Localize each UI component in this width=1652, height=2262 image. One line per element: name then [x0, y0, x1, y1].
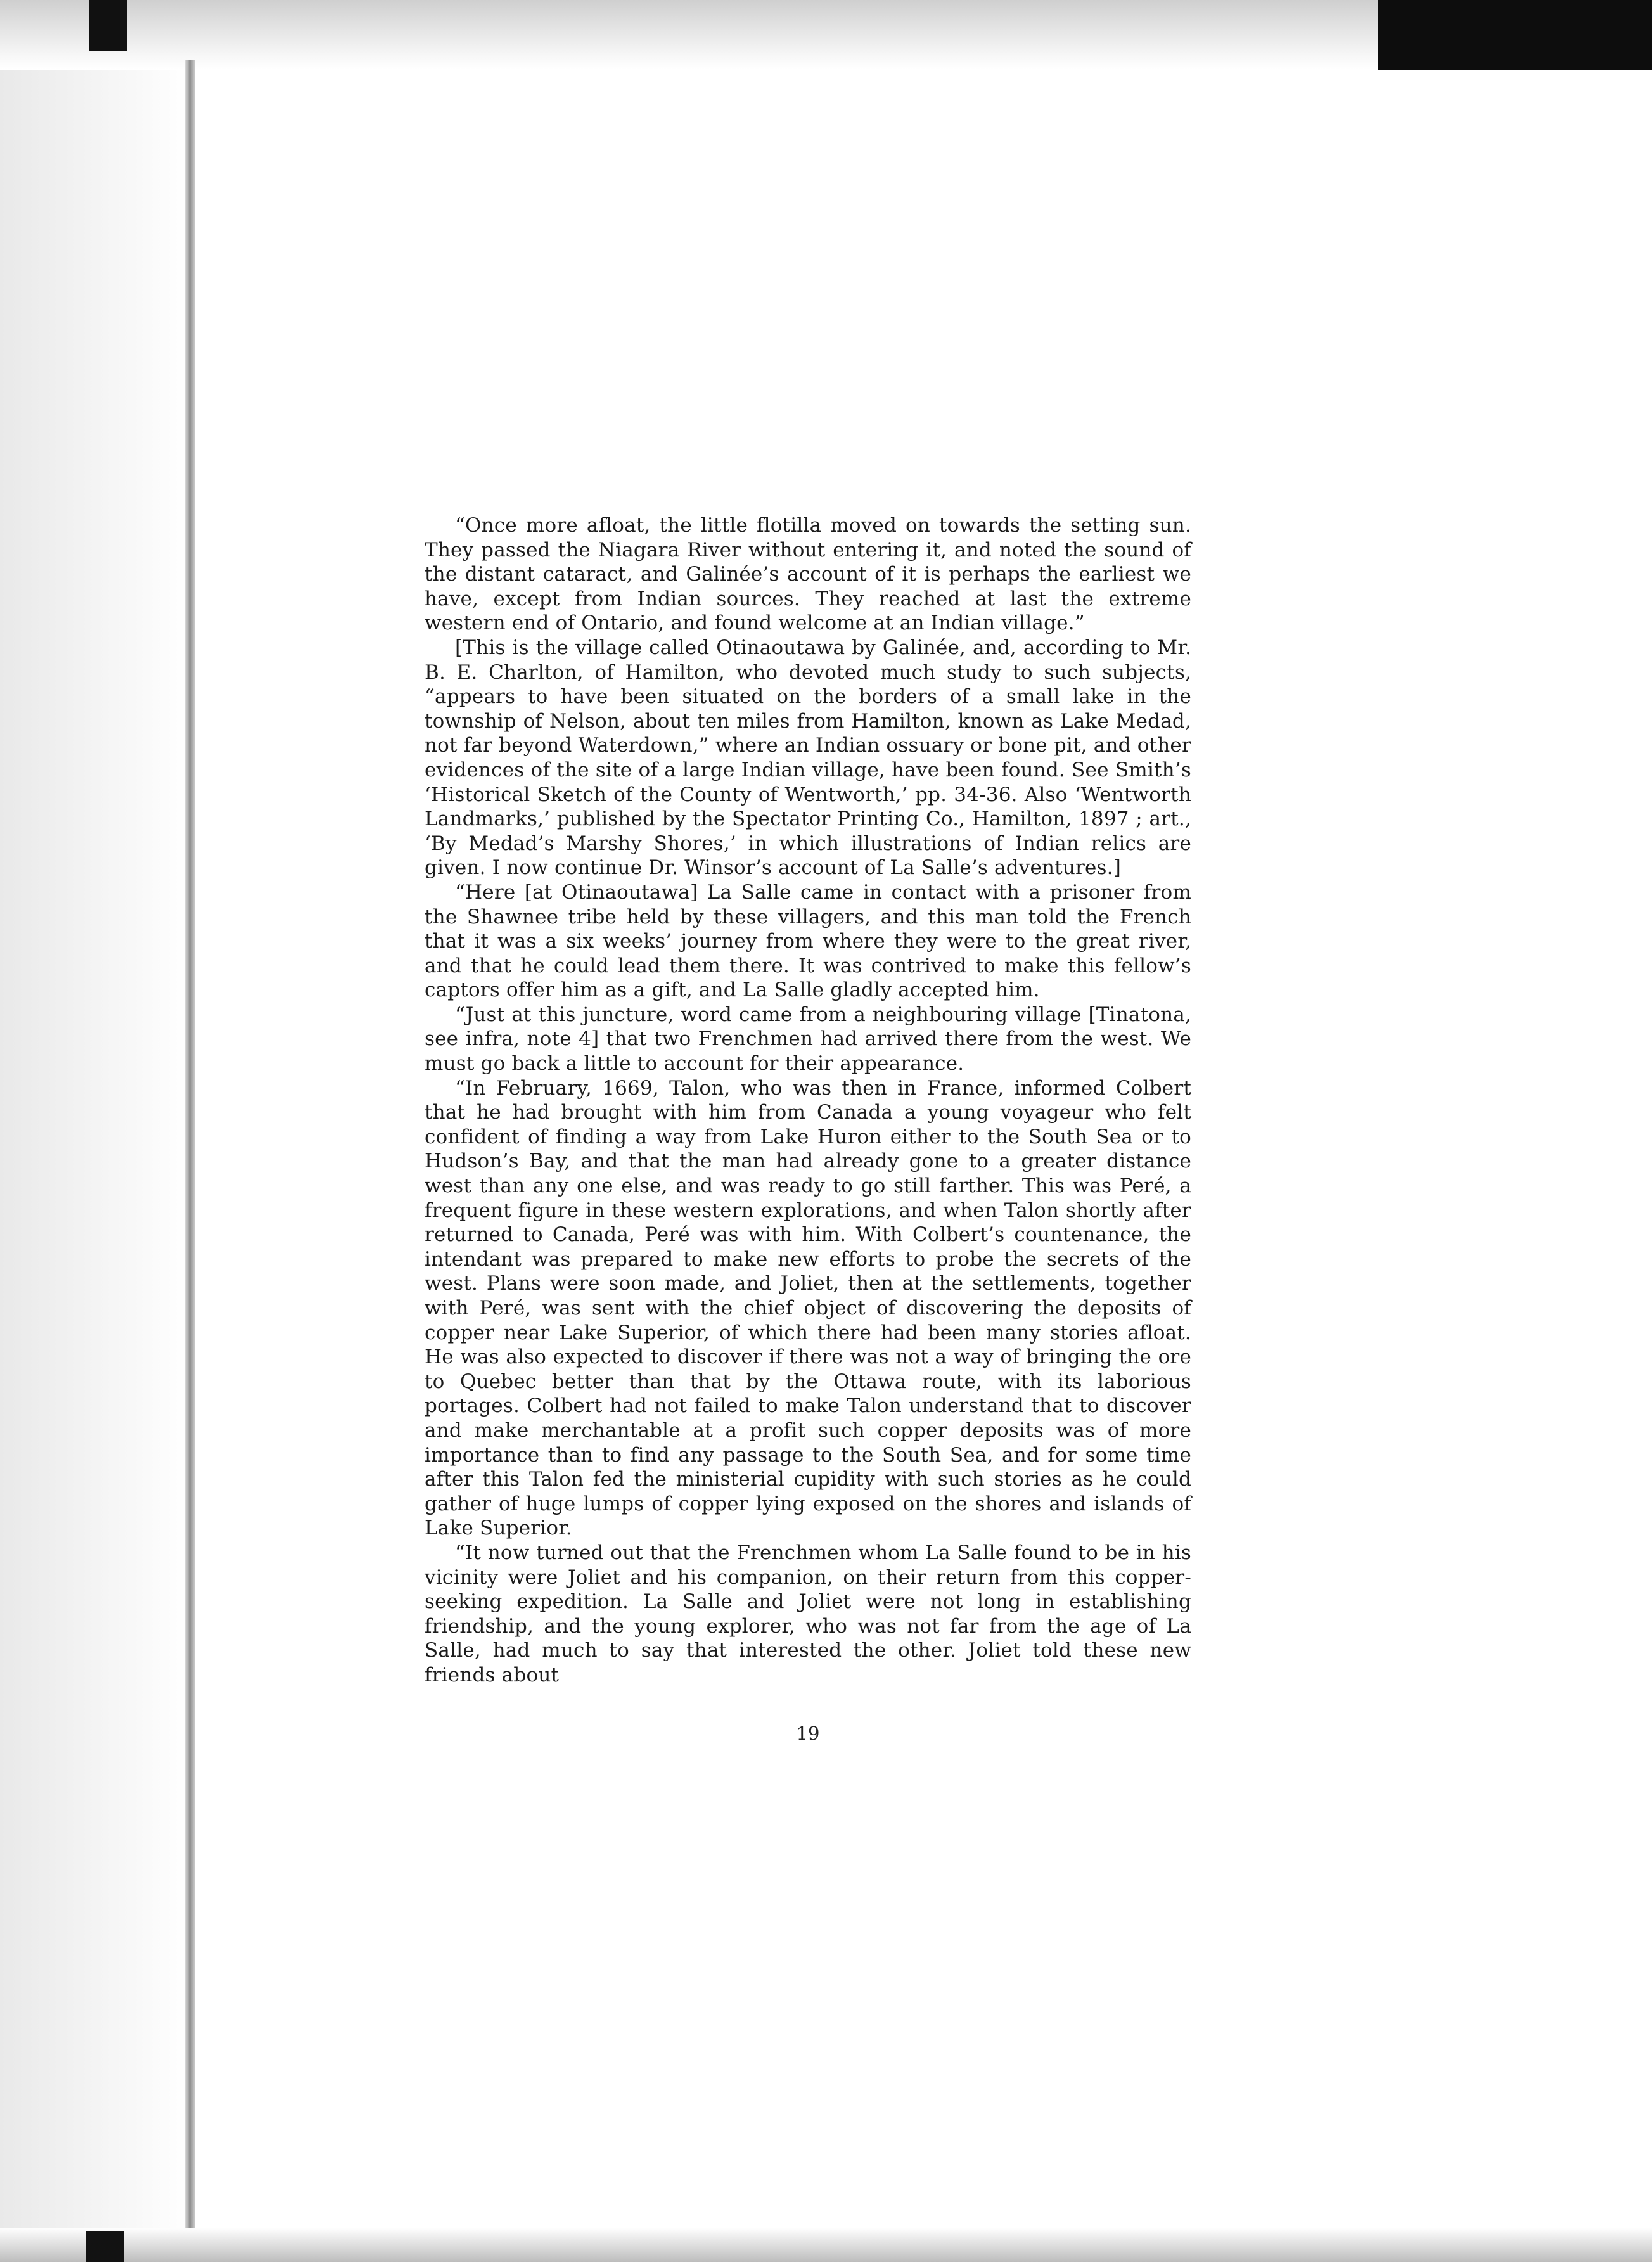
page-binding-edge — [185, 60, 195, 2240]
paragraph: “In February, 1669, Talon, who was then in France, informed Colbert that he had brought with him from Canada a young voyageur who felt confident of finding a way from Lake Huron either to the South Sea or to Hudson’s Bay, and that the man had already gone to a greater distance west than any one else, and was ready to go still farther. This was Peré, a frequent figure in these western explorations, and when Talon shortly after returned to Canada, Peré was with him. With Colbert’s countenance, the intendant was prepared to make new efforts to probe the secrets of the west. Plans were soon made, and Joliet, then at the settlements, together with Peré, was sent with the chief object of discovering the deposits of copper near Lake Superior, of which there had been many stories afloat. He was also expected to discover if there was not a way of bringing the ore to Quebec better than that by the Ottawa route, with its laborious portages. Colbert had not failed to make Talon understand that to discover and make merchantable at a profit such copper deposits was of more importance than to find any passage to the South Sea, and for some time after this Talon fed the ministerial cupidity with such stories as he could gather of huge lumps of copper lying exposed on the shores and islands of Lake Superior. — [425, 1076, 1191, 1540]
body-text — [425, 513, 1191, 1688]
page-number: 19 — [796, 1723, 820, 1744]
scan-corner-mark-top-right — [1378, 0, 1652, 70]
paragraph: “It now turned out that the Frenchmen whom La Salle found to be in his vicinity were Joliet and his companion, on their return from this copper-seeking expedition. La Salle and Joliet were not long in establishing friendship, and the young explorer, who was not far from the age of La Salle, had much to say that interested the other. Joliet told these new friends about — [425, 1541, 1191, 1687]
scan-corner-mark-bottom-left — [86, 2231, 124, 2262]
scan-left-shade — [0, 0, 190, 2262]
scan-corner-mark-top-left — [89, 0, 127, 51]
paragraph: “Once more afloat, the little flotilla moved on towards the setting sun. They passed the Niagara River without entering it, and noted the sound of the distant cataract, and Galinée’s account of it is perhaps the earliest we have, except from Indian sources. They reached at last the extreme western end of Ontario, and found welcome at an Indian village.” — [425, 514, 1191, 635]
scan-bottom-border — [0, 2228, 1652, 2262]
paragraph: “Just at this juncture, word came from a neighbouring village [Tinatona, see infra, note 4] that two Frenchmen had arrived there from the west. We must go back a little to account for their appearance. — [425, 1003, 1191, 1076]
paragraph: “Here [at Otinaoutawa] La Salle came in contact with a prisoner from the Shawnee tribe held by these villagers, and this man told the French that it was a six weeks’ journey from where they were to the great river, and that he could lead them there. It was contrived to make this fellow’s captors offer him as a gift, and La Salle gladly accepted him. — [425, 880, 1191, 1002]
paragraph: [This is the village called Otinaoutawa by Galinée, and, according to Mr. B. E. Charlton, of Hamilton, who devoted much study to such subjects, “appears to have been situated on the borders of a small lake in the township of Nelson, about ten miles from Hamilton, known as Lake Medad, not far beyond Waterdown,” where an Indian ossuary or bone pit, and other evidences of the site of a large Indian village, have been found. See Smith’s ‘Historical Sketch of the County of Wentworth,’ pp. 34-36. Also ‘Wentworth Landmarks,’ published by the Spectator Printing Co., Hamilton, 1897 ; art., ‘By Medad’s Marshy Shores,’ in which illustrations of Indian relics are given. I now continue Dr. Winsor’s account of La Salle’s adventures.] — [425, 636, 1191, 880]
